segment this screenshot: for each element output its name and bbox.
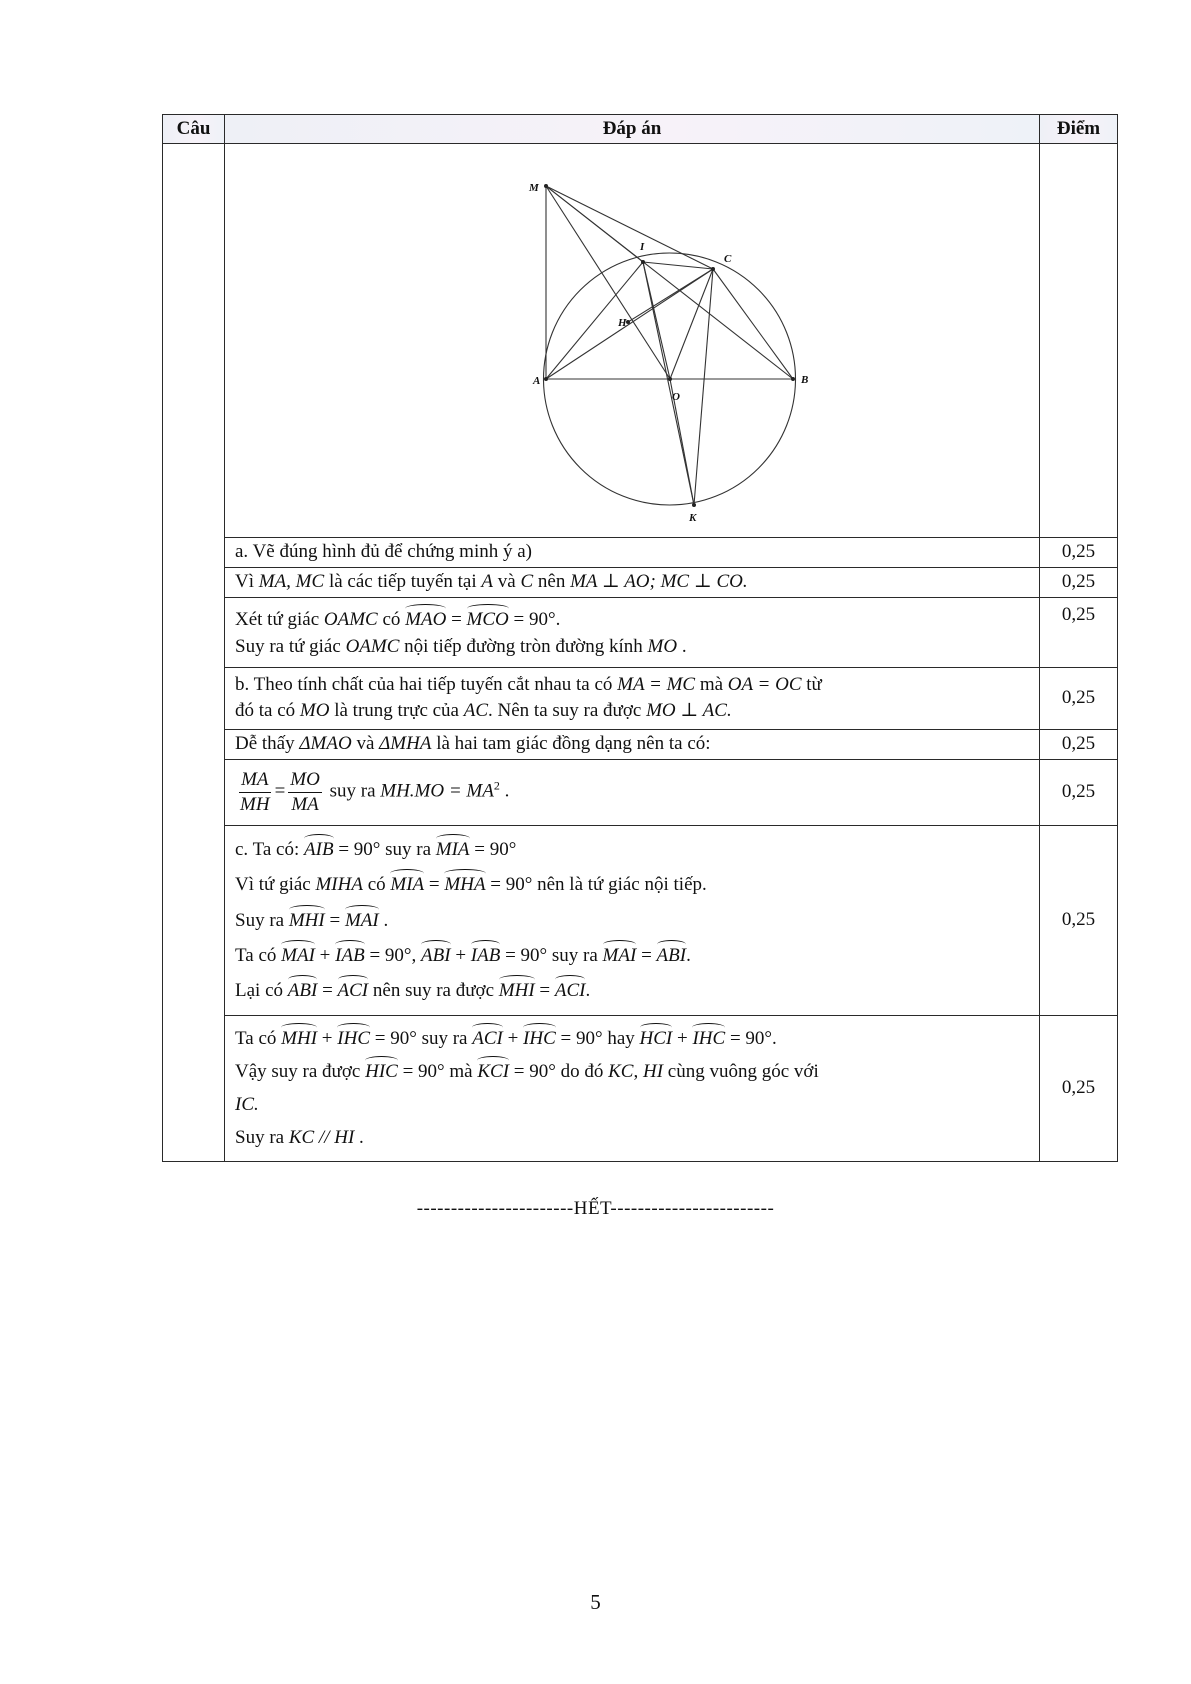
text-run: Suy ra tứ giác xyxy=(235,635,346,657)
answer-row xyxy=(163,597,1118,667)
answer-text xyxy=(225,1015,1040,1161)
fraction xyxy=(238,768,272,817)
text-run: = 90° nên là tứ giác nội tiếp. xyxy=(485,874,707,896)
math-run: MA, MC xyxy=(258,570,325,592)
answer-row xyxy=(163,667,1118,729)
math-run: MO xyxy=(647,635,678,657)
answer-row xyxy=(163,567,1118,597)
text-run: = 90° xyxy=(469,839,517,861)
text-run: = 90°, xyxy=(364,944,422,966)
figure-row xyxy=(163,144,1118,538)
answer-table xyxy=(162,114,1118,1162)
answer-text xyxy=(225,567,1040,597)
text-run: từ xyxy=(801,673,822,695)
score-value: 0,25 xyxy=(1040,825,1118,1015)
answer-text xyxy=(225,597,1040,667)
answer-row xyxy=(163,825,1118,1015)
answer-line xyxy=(235,1121,1029,1154)
math-run: OA = OC xyxy=(727,673,802,695)
denominator: MA xyxy=(291,793,319,815)
text-run: = 90°. xyxy=(508,609,561,630)
figure-cell xyxy=(225,144,1040,538)
angle: ACI xyxy=(338,975,369,1000)
angle: IHC xyxy=(337,1023,370,1048)
angle: IHC xyxy=(523,1023,556,1048)
text-run: c. Ta có: xyxy=(235,839,305,861)
geometry-figure xyxy=(235,144,1035,528)
text-run: = xyxy=(317,979,338,1001)
text-run: nội tiếp đường tròn đường kính xyxy=(399,635,648,657)
text-run: = xyxy=(534,979,555,1001)
text-run: , xyxy=(633,1060,643,1082)
answer-line xyxy=(235,903,1029,938)
score-value: 0,25 xyxy=(1040,597,1118,667)
text-run: là hai tam giác đồng dạng nên ta có: xyxy=(431,732,711,754)
math-run: MO ⊥ AC. xyxy=(646,700,732,722)
header-answer: Đáp án xyxy=(225,115,1040,144)
text-run: là các tiếp tuyến tại xyxy=(324,570,482,592)
math-run: KC // HI xyxy=(288,1127,355,1149)
denominator: MH xyxy=(240,793,270,815)
answer-line xyxy=(235,672,1029,699)
label-h: H xyxy=(618,317,627,329)
page-number: 5 xyxy=(590,1590,601,1614)
angle: MAO xyxy=(405,604,446,629)
label-m: M xyxy=(529,182,539,194)
score-value: 0,25 xyxy=(1040,567,1118,597)
text-run: Xét tứ giác xyxy=(235,609,324,630)
angle: ABI xyxy=(421,940,451,965)
text-run: + xyxy=(317,1027,338,1049)
math-run: MA ⊥ AO; MC ⊥ CO. xyxy=(570,570,748,592)
answer-line xyxy=(235,1055,1029,1088)
math-run: MH.MO = MA xyxy=(380,780,494,802)
text-run: . xyxy=(354,1127,364,1149)
text-run: = 90° hay xyxy=(555,1027,640,1049)
text-run: Vì xyxy=(235,570,259,592)
angle: IAB xyxy=(471,940,501,965)
answer-line: IC. xyxy=(235,1094,259,1116)
text-run: và xyxy=(351,732,380,754)
text-run: + xyxy=(502,1027,524,1049)
text-run: . xyxy=(677,635,687,657)
angle: MAI xyxy=(345,905,379,930)
label-c: C xyxy=(724,253,732,265)
text-run: Vì tứ giác xyxy=(235,874,316,896)
answer-line xyxy=(235,604,1029,634)
text-run: = xyxy=(636,944,657,966)
text-run: = xyxy=(446,609,467,630)
answer-row xyxy=(163,729,1118,759)
angle: MAI xyxy=(281,940,315,965)
angle: AIB xyxy=(304,834,334,859)
angle: IAB xyxy=(335,940,365,965)
label-o: O xyxy=(672,391,680,403)
question-number-cell xyxy=(163,144,225,1162)
text-run: cùng vuông góc với xyxy=(663,1060,819,1082)
answer-line xyxy=(235,973,1029,1008)
answer-line xyxy=(235,832,1029,867)
angle: MHI xyxy=(289,905,325,930)
text-run: = xyxy=(424,874,445,896)
text-run: nên xyxy=(533,570,571,592)
fraction xyxy=(288,768,322,817)
text-run: có xyxy=(377,609,406,630)
math-run: ΔMAO xyxy=(299,732,352,754)
math-run: A xyxy=(481,570,494,592)
text-run: mà xyxy=(695,673,728,695)
text-run: = xyxy=(324,909,345,931)
score-value: 0,25 xyxy=(1040,729,1118,759)
angle: HIC xyxy=(365,1056,398,1081)
text-run: đó ta có xyxy=(235,700,300,722)
angle: MIA xyxy=(436,834,470,859)
answer-line xyxy=(235,867,1029,902)
label-k: K xyxy=(689,512,697,524)
text-run: nên suy ra được xyxy=(368,979,499,1001)
answer-text xyxy=(225,759,1040,825)
answer-line xyxy=(235,698,1029,725)
answer-line xyxy=(235,938,1029,973)
text-run: + xyxy=(672,1027,693,1049)
text-run: có xyxy=(362,874,391,896)
text-run: = 90° do đó xyxy=(509,1060,609,1082)
answer-row xyxy=(163,759,1118,825)
angle: KCI xyxy=(477,1056,509,1081)
answer-row xyxy=(163,1015,1118,1161)
math-run: KC xyxy=(608,1060,634,1082)
answer-text xyxy=(225,667,1040,729)
text-run: và xyxy=(493,570,521,592)
math-run: C xyxy=(520,570,534,592)
math-run: OAMC xyxy=(323,609,378,630)
text-run: = 90°. xyxy=(725,1027,777,1049)
text-run: + xyxy=(314,944,336,966)
text-run: . xyxy=(499,780,510,802)
angle: MCO xyxy=(467,604,509,629)
text-run: = 90° suy ra xyxy=(370,1027,473,1049)
text-run: là trung trực của xyxy=(329,700,464,722)
angle: MIA xyxy=(390,869,424,894)
numerator: MO xyxy=(288,768,322,793)
angle: MHI xyxy=(281,1023,317,1048)
text-run: + xyxy=(450,944,471,966)
answer-line: a. Vẽ đúng hình đủ để chứng minh ý a) xyxy=(235,540,533,562)
text-run: . xyxy=(378,909,389,931)
header-score: Điểm xyxy=(1040,115,1118,144)
math-run: MO xyxy=(299,700,330,722)
text-run: Vậy suy ra được xyxy=(235,1060,366,1082)
end-marker: -----------------------HẾT------------------------ xyxy=(416,1198,775,1219)
label-a: A xyxy=(533,375,541,387)
table-header-row xyxy=(163,115,1118,144)
header-question: Câu xyxy=(163,115,225,144)
score-value: 0,25 xyxy=(1040,759,1118,825)
answer-line xyxy=(235,1022,1029,1055)
math-run: ΔMHA xyxy=(379,732,432,754)
angle: ACI xyxy=(472,1023,503,1048)
angle: ACI xyxy=(555,975,586,1000)
text-run: b. Theo tính chất của hai tiếp tuyến cắt nhau ta có xyxy=(235,673,618,695)
angle: IHC xyxy=(692,1023,725,1048)
answer-line xyxy=(235,634,1029,661)
math-run: MIHA xyxy=(315,874,363,896)
score-value: 0,25 xyxy=(1040,537,1118,567)
text-run: Lại có xyxy=(235,979,288,1001)
math-run: MA = MC xyxy=(617,673,696,695)
angle: ABI xyxy=(288,975,318,1000)
math-run: OAMC xyxy=(345,635,400,657)
text-run: . xyxy=(585,979,591,1001)
angle: MHI xyxy=(499,975,535,1000)
text-run: = 90° suy ra xyxy=(333,839,436,861)
text-run: suy ra xyxy=(324,780,381,802)
text-run: Dễ thấy xyxy=(235,732,300,754)
angle: MHA xyxy=(444,869,485,894)
text-run: Ta có xyxy=(235,1027,282,1049)
answer-text xyxy=(225,825,1040,1015)
text-run: Suy ra xyxy=(235,909,289,931)
text-run: = 90° mà xyxy=(397,1060,478,1082)
math-run: AC xyxy=(463,700,489,722)
text-run: Suy ra xyxy=(235,1127,289,1149)
text-run: . Nên ta suy ra được xyxy=(488,700,647,722)
angle: MAI xyxy=(603,940,637,965)
numerator: MA xyxy=(239,768,270,793)
angle: ABI xyxy=(657,940,687,965)
equals-sign: = xyxy=(274,780,286,802)
angle: HCI xyxy=(640,1023,673,1048)
text-run: . xyxy=(686,944,691,966)
label-i: I xyxy=(640,241,645,253)
superscript: 2 xyxy=(493,778,500,793)
figure-score-cell xyxy=(1040,144,1118,538)
label-b: B xyxy=(801,374,809,386)
answer-text xyxy=(225,537,1040,567)
score-value: 0,25 xyxy=(1040,1015,1118,1161)
answer-row xyxy=(163,537,1118,567)
text-run: = 90° suy ra xyxy=(500,944,603,966)
answer-text xyxy=(225,729,1040,759)
score-value: 0,25 xyxy=(1040,667,1118,729)
text-run: Ta có xyxy=(235,944,282,966)
math-run: HI xyxy=(642,1060,664,1082)
